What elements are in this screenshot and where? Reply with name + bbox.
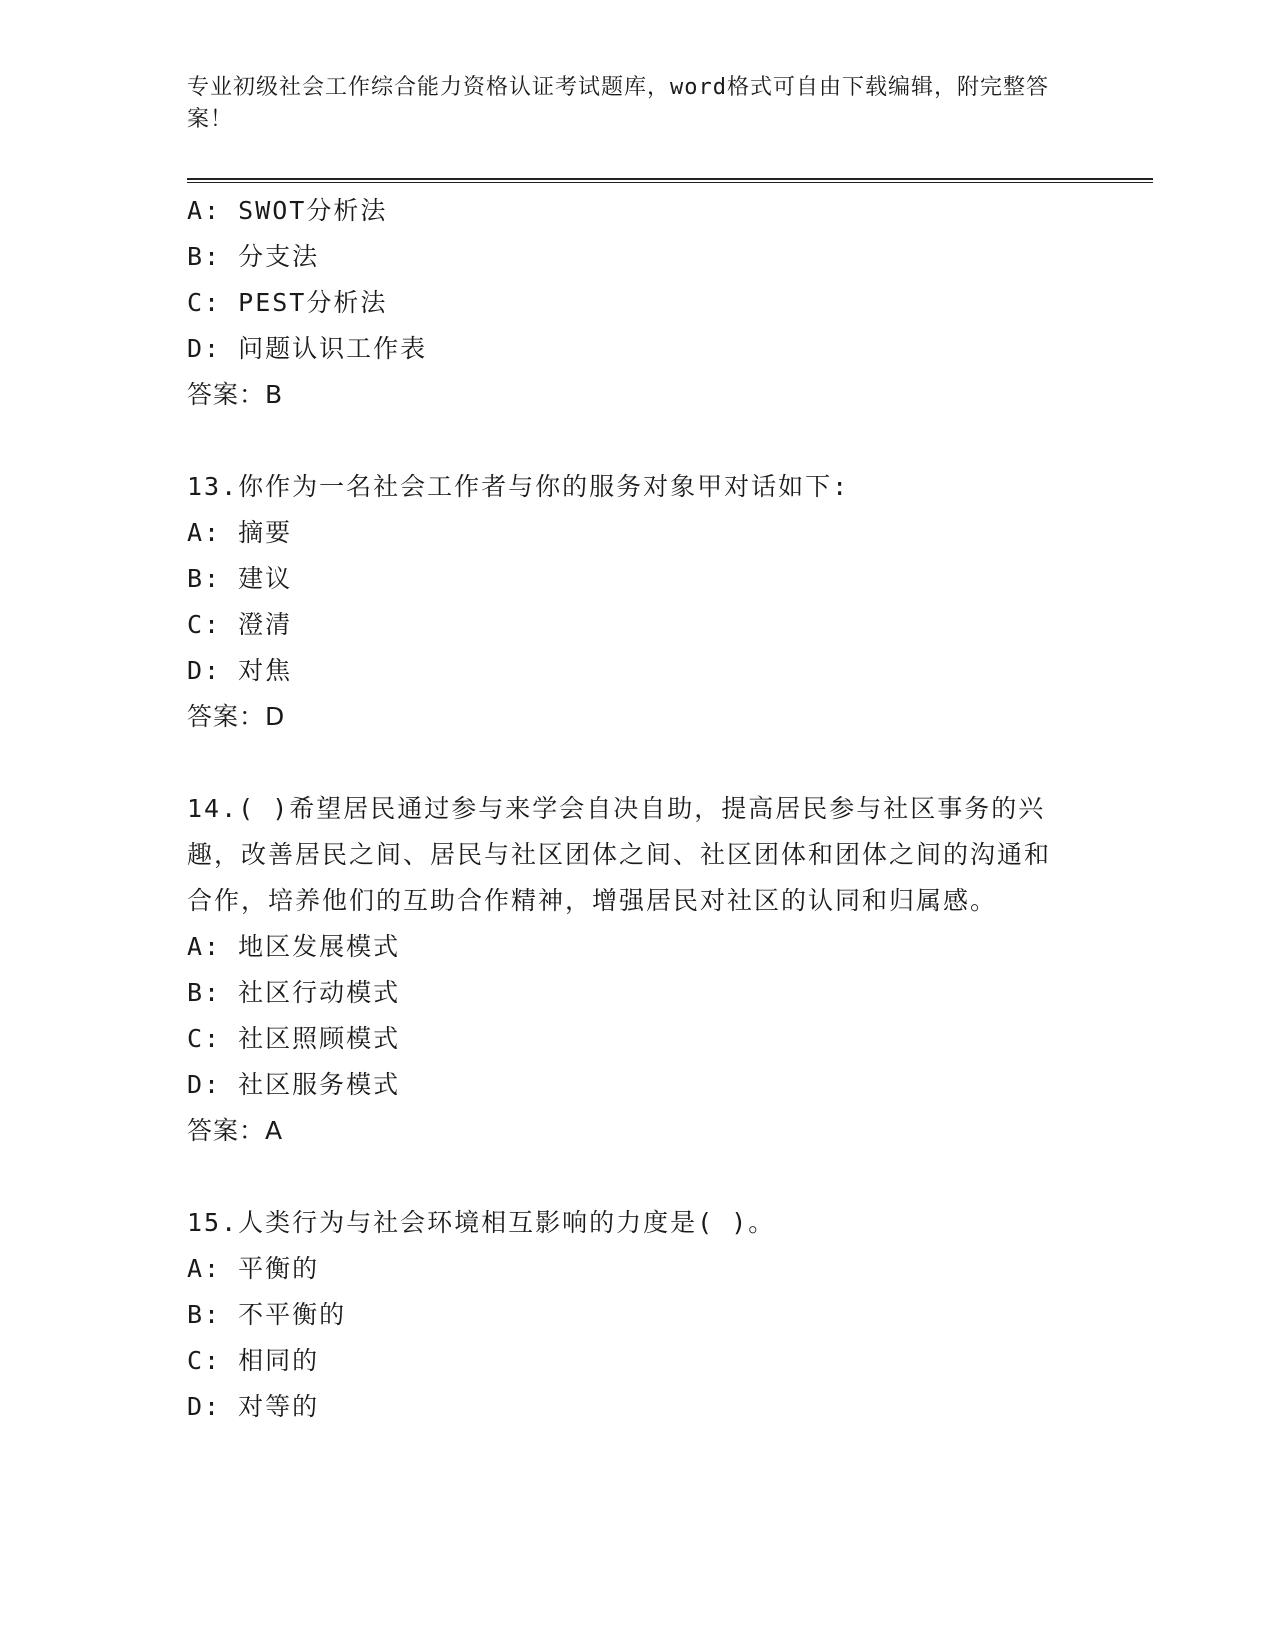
answer-line: 答案：D [187, 702, 286, 731]
option-c: C: 澄清 [187, 610, 293, 639]
question-stem: 15.人类行为与社会环境相互影响的力度是( )。 [187, 1208, 776, 1237]
question-block-14 [187, 786, 1087, 1154]
option-d: D: 对等的 [187, 1392, 320, 1421]
spacer [187, 418, 1087, 464]
option-a: A: 摘要 [187, 518, 293, 547]
option-a: A: 平衡的 [187, 1254, 320, 1283]
option-d: D: 问题认识工作表 [187, 334, 428, 363]
question-block-15 [187, 1200, 1087, 1430]
option-b: B: 分支法 [187, 242, 320, 271]
option-d: D: 社区服务模式 [187, 1070, 401, 1099]
option-d: D: 对焦 [187, 656, 293, 685]
question-block-12 [187, 188, 1087, 418]
spacer [187, 1154, 1087, 1200]
header-rule-thick [187, 178, 1153, 180]
answer-line: 答案：B [187, 380, 284, 409]
question-stem: 13.你作为一名社会工作者与你的服务对象甲对话如下: [187, 472, 850, 501]
option-c: C: 相同的 [187, 1346, 320, 1375]
question-list [187, 188, 1087, 1430]
question-block-13 [187, 464, 1087, 740]
header-rule-thin [187, 182, 1153, 183]
question-stem: 14.( )希望居民通过参与来学会自决自助，提高居民参与社区事务的兴趣，改善居民之间、居民与社区团体之间、社区团体和团体之间的沟通和合作，培养他们的互助合作精神，增强居民对社区的认同和归属感。 [187, 794, 1052, 915]
option-b: B: 不平衡的 [187, 1300, 347, 1329]
spacer [187, 740, 1087, 786]
option-c: C: 社区照顾模式 [187, 1024, 401, 1053]
option-c: C: PEST分析法 [187, 288, 388, 317]
option-b: B: 建议 [187, 564, 293, 593]
option-a: A: 地区发展模式 [187, 932, 401, 961]
option-a: A: SWOT分析法 [187, 196, 388, 225]
option-b: B: 社区行动模式 [187, 978, 401, 1007]
answer-line: 答案：A [187, 1116, 284, 1145]
header-note: 专业初级社会工作综合能力资格认证考试题库，word格式可自由下载编辑，附完整答案！ [187, 75, 1049, 132]
